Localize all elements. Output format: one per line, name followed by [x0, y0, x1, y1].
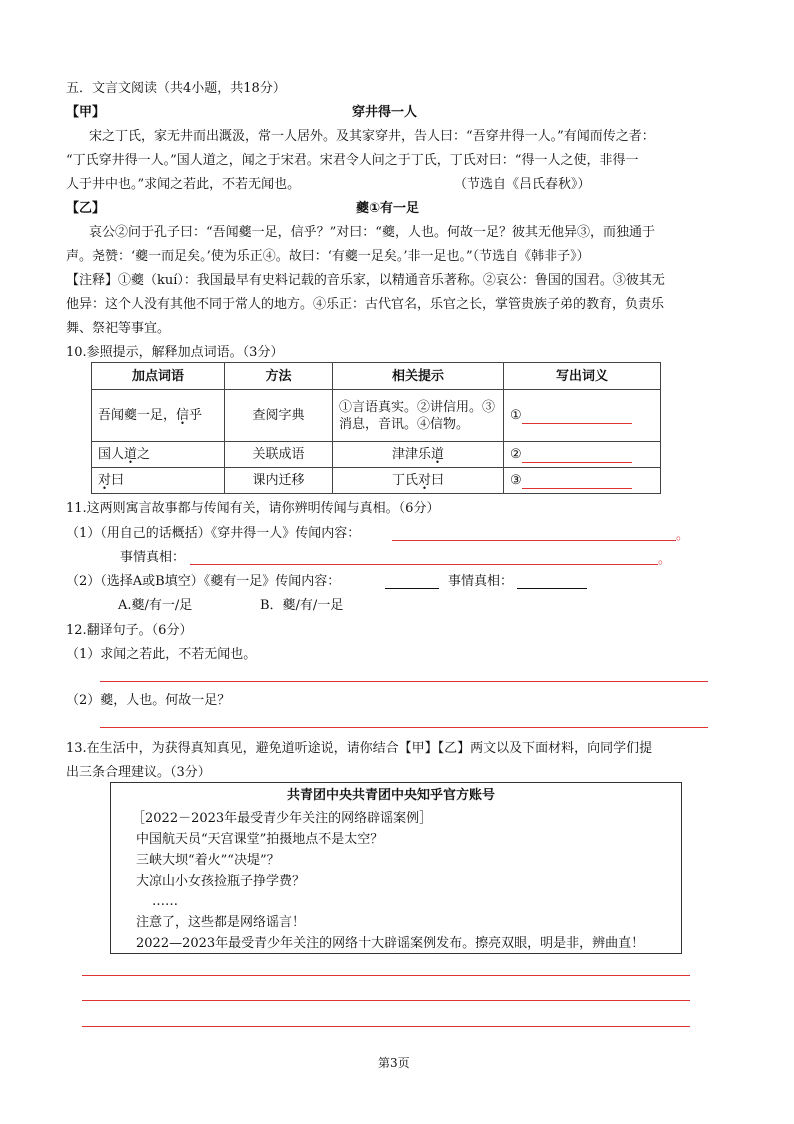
col-header: 相关提示: [333, 363, 504, 390]
yi-note-1: 【注释】①夔（kuí）：我国最早有史料记载的音乐家，以精通音乐著称。②哀公：鲁国的国君。③彼其无: [66, 273, 665, 288]
material-line: 2022—2023年最受青少年关注的网络十大辟谣案例发布。擦亮双眼，明是非，辨曲直！: [136, 936, 645, 951]
yi-line-2: 声。尧赞：‘夔一而足矣。’使为乐正④。故曰：‘有夔一足矣。’非一足也。”（节选自《韩非子》）: [66, 249, 590, 264]
answer-blank[interactable]: [522, 411, 632, 424]
q11-opt-b: B．夔/有/一足: [260, 598, 344, 613]
phrase-cell: 国人道之: [92, 442, 225, 468]
answer-blank[interactable]: [522, 450, 632, 463]
hint-cell: 津津乐道: [333, 442, 504, 468]
q12-s1-answer-line[interactable]: [100, 681, 708, 682]
col-header: 方法: [225, 363, 333, 390]
jia-line-2: “丁氏穿井得一人。”国人道之，闻之于宋君。宋君令人问之于丁氏，丁氏对曰：“得一人之使，非得一: [66, 153, 639, 168]
material-line: ［2022－2023年最受青少年关注的网络辟谣案例］: [132, 811, 433, 826]
q11-p2: （2）（选择A或B填空）《夔有一足》传闻内容：: [66, 574, 341, 589]
page-number: 第3页: [378, 1056, 410, 1070]
material-line: 大凉山小女孩捡瓶子挣学费？: [136, 874, 306, 889]
yi-line-1: 哀公②问于孔子曰：“吾闻夔一足，信乎？”对曰：“夔，人也。何故一足？彼其无他异③，而独通于: [89, 225, 655, 240]
q13-stem-2: 出三条合理建议。（3分）: [66, 765, 211, 780]
phrase-cell: 吾闻夔一足，信乎: [92, 390, 225, 442]
answer-cell[interactable]: ①: [504, 390, 661, 442]
method-cell: 课内迁移: [225, 468, 333, 494]
table-header-row: [92, 363, 661, 390]
yi-title: 夔①有一足: [356, 201, 420, 216]
table-row: [92, 390, 661, 442]
q12-s2: （2）夔，人也。何故一足？: [66, 693, 231, 708]
jia-line-1: 宋之丁氏，家无井而出溉汲，常一人居外。及其家穿井，告人曰：“吾穿井得一人。”有闻而传之者：: [89, 129, 655, 144]
q10-table: [91, 362, 661, 494]
q11-truth-period: 。: [658, 552, 672, 567]
answer-cell[interactable]: ③: [504, 468, 661, 494]
yi-note-2: 他异：这个人没有其他不同于常人的地方。④乐正：古代官名，乐官之长，掌管贵族子弟的教育，负责乐: [66, 297, 665, 312]
material-line: 三峡大坝“着火”“决堤”？: [136, 853, 280, 868]
q12-s1: （1）求闻之若此，不若无闻也。: [66, 647, 257, 662]
jia-tag: 【甲】: [66, 105, 106, 120]
col-header: 写出词义: [504, 363, 661, 390]
method-cell: 关联成语: [225, 442, 333, 468]
q11-truth-blank[interactable]: [190, 564, 658, 565]
hint-cell: ①言语真实。②讲信用。③消息，音讯。④信物。: [333, 390, 504, 442]
q13-answer-line-3[interactable]: [82, 1026, 690, 1027]
q11-p2-blank-1[interactable]: [385, 588, 439, 589]
jia-source: （节选自《吕氏春秋》）: [454, 177, 591, 192]
material-line: 注意了，这些都是网络谣言！: [136, 915, 306, 930]
jia-line-3: 人于井中也。”求闻之若此，不若无闻也。: [66, 177, 301, 192]
table-row: [92, 468, 661, 494]
q12-s2-answer-line[interactable]: [100, 727, 708, 728]
material-line: ……: [152, 894, 178, 909]
jia-title: 穿井得一人: [352, 105, 418, 120]
q10-stem: 10.参照提示，解释加点词语。（3分）: [66, 345, 284, 360]
q11-p2-blank-2[interactable]: [517, 588, 587, 589]
q11-stem: 11.这两则寓言故事都与传闻有关，请你辨明传闻与真相。（6分）: [66, 501, 440, 516]
q11-p1: （1）（用自己的话概括）《穿井得一人》传闻内容：: [66, 526, 361, 541]
yi-note-3: 舞、祭祀等事宜。: [66, 321, 171, 336]
q11-p1-blank[interactable]: [392, 540, 676, 541]
dotted-char: 道: [124, 447, 138, 462]
section-heading: 五．文言文阅读（共4小题，共18分）: [66, 81, 286, 96]
q13-answer-line-1[interactable]: [82, 975, 690, 976]
answer-blank[interactable]: [522, 476, 632, 489]
q11-p1-period: 。: [676, 528, 690, 543]
hint-cell: 丁氏对曰: [333, 468, 504, 494]
dotted-char: 信: [176, 408, 190, 423]
method-cell: 查阅字典: [225, 390, 333, 442]
answer-cell[interactable]: ②: [504, 442, 661, 468]
material-title: 共青团中央共青团中央知乎官方账号: [287, 788, 496, 803]
dotted-char: 对: [98, 473, 112, 488]
q11-opt-a: A.夔/有一/足: [118, 598, 193, 613]
table-row: [92, 442, 661, 468]
phrase-cell: 对曰: [92, 468, 225, 494]
q13-answer-line-2[interactable]: [82, 1000, 690, 1001]
yi-tag: 【乙】: [66, 201, 106, 216]
q13-stem-1: 13.在生活中，为获得真知真见，避免道听途说，请你结合【甲】【乙】两文以及下面材料，向同学们提: [66, 741, 653, 756]
q12-stem: 12.翻译句子。（6分）: [66, 623, 193, 638]
material-line: 中国航天员“天宫课堂”拍摄地点不是太空？: [136, 832, 384, 847]
col-header: 加点词语: [92, 363, 225, 390]
q11-p1-truth: 事情真相：: [120, 550, 186, 565]
q11-p2-truth: 事情真相：: [448, 574, 514, 589]
